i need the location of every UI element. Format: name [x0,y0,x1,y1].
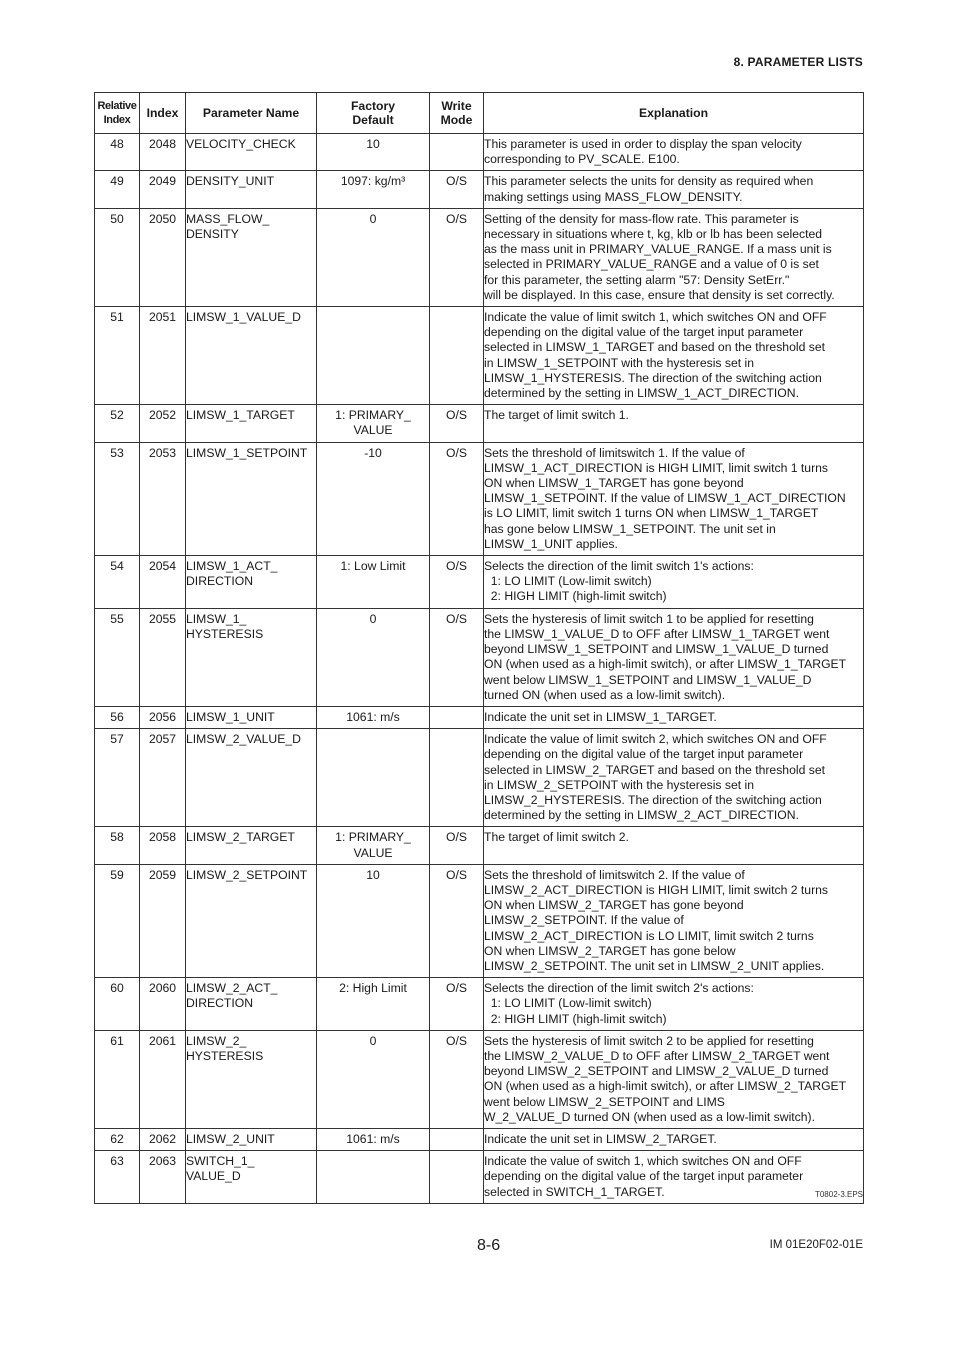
index-cell: 2060 [140,978,186,1031]
explanation-cell: Sets the hysteresis of limit switch 2 to be applied for resetting the LIMSW_2_VALUE_D to OFF after LIMSW_2_TARGET went beyond LIMSW_2_SETPOINT and LIMSW_2_VALUE_D turned ON (when used as a high-limit switch), or after LIMSW_2_TARGET went below LIMSW_2_SETPOINT and LIMS W_2_VALUE_D turned ON (when used as a low-limit switch). [484,1030,864,1128]
table-row [95,864,864,977]
relative-index-cell: 52 [95,405,140,442]
section-title: 8. PARAMETER LISTS [733,55,863,69]
parameter-name-cell: LIMSW_2_SETPOINT [186,864,317,977]
write-mode-cell: O/S [430,208,484,306]
factory-default-cell: 1: Low Limit [317,556,430,609]
col-relative-index [95,93,140,134]
explanation-cell: Sets the threshold of limitswitch 2. If the value of LIMSW_2_ACT_DIRECTION is HIGH LIMIT, limit switch 2 turns ON when LIMSW_2_TARGET has gone beyond LIMSW_2_SETPOINT. If the value of LIMSW_2_ACT_DIRECTION is LO LIMIT, limit switch 2 turns ON when LIMSW_2_TARGET has gone below LIMSW_2_SETPOINT. The unit set in LIMSW_2_UNIT applies. [484,864,864,977]
table-row [95,827,864,864]
col-write-mode-label: Write Mode [440,98,473,127]
relative-index-cell: 57 [95,729,140,827]
factory-default-cell: 0 [317,608,430,706]
table-row [95,978,864,1031]
relative-index-cell: 55 [95,608,140,706]
index-cell: 2059 [140,864,186,977]
col-explanation-label: Explanation [638,105,709,120]
factory-default-cell: -10 [317,442,430,555]
factory-default-cell: 0 [317,208,430,306]
write-mode-cell: O/S [430,827,484,864]
factory-default-cell [317,729,430,827]
relative-index-cell: 50 [95,208,140,306]
explanation-cell: Sets the hysteresis of limit switch 1 to be applied for resetting the LIMSW_1_VALUE_D to OFF after LIMSW_1_TARGET went beyond LIMSW_1_SETPOINT and LIMSW_1_VALUE_D turned ON (when used as a high-limit switch), or after LIMSW_1_TARGET went below LIMSW_1_SETPOINT and LIMSW_1_VALUE_D turned ON (when used as a low-limit switch). [484,608,864,706]
explanation-cell: This parameter selects the units for density as required when making settings using MASS_FLOW_DENSITY. [484,171,864,208]
index-cell: 2061 [140,1030,186,1128]
table-row [95,405,864,442]
write-mode-cell [430,134,484,171]
parameter-name-cell: MASS_FLOW_ DENSITY [186,208,317,306]
parameter-name-cell: LIMSW_2_TARGET [186,827,317,864]
parameter-name-cell: LIMSW_1_SETPOINT [186,442,317,555]
table-row [95,171,864,208]
parameter-name-cell: LIMSW_1_ACT_ DIRECTION [186,556,317,609]
factory-default-cell: 1: PRIMARY_ VALUE [317,405,430,442]
index-cell: 2055 [140,608,186,706]
factory-default-cell: 10 [317,134,430,171]
write-mode-cell [430,307,484,405]
write-mode-cell [430,729,484,827]
relative-index-cell: 49 [95,171,140,208]
index-cell: 2049 [140,171,186,208]
index-cell: 2057 [140,729,186,827]
write-mode-cell: O/S [430,556,484,609]
write-mode-cell [430,1151,484,1204]
factory-default-cell: 1097: kg/m³ [317,171,430,208]
col-explanation [484,93,864,134]
table-row [95,208,864,306]
write-mode-cell: O/S [430,171,484,208]
index-cell: 2056 [140,706,186,728]
explanation-cell: Setting of the density for mass-flow rate. This parameter is necessary in situations where t, kg, klb or lb has been selected as the mass unit in PRIMARY_VALUE_RANGE. If a mass unit is selected in PRIMARY_VALUE_RANGE and a value of 0 is set for this parameter, the setting alarm "57: Density SetErr." will be displayed. In this case, ensure that density is set correctly. [484,208,864,306]
table-row [95,442,864,555]
col-parameter-name-label: Parameter Name [202,105,300,120]
figure-reference: T0802-3.EPS [814,1190,863,1199]
table-row [95,556,864,609]
index-cell: 2058 [140,827,186,864]
factory-default-cell: 2: High Limit [317,978,430,1031]
document-id: IM 01E20F02-01E [769,1239,863,1251]
relative-index-cell: 48 [95,134,140,171]
explanation-cell: The target of limit switch 2. [484,827,864,864]
index-cell: 2050 [140,208,186,306]
parameter-name-cell: LIMSW_1_UNIT [186,706,317,728]
write-mode-cell: O/S [430,442,484,555]
index-cell: 2052 [140,405,186,442]
index-cell: 2063 [140,1151,186,1204]
explanation-cell: Indicate the unit set in LIMSW_1_TARGET. [484,706,864,728]
relative-index-cell: 51 [95,307,140,405]
write-mode-cell: O/S [430,978,484,1031]
index-cell: 2054 [140,556,186,609]
col-parameter-name [186,93,317,134]
write-mode-cell [430,1128,484,1150]
relative-index-cell: 53 [95,442,140,555]
index-cell: 2051 [140,307,186,405]
explanation-cell: Selects the direction of the limit switch 2's actions: 1: LO LIMIT (Low-limit switch) 2: HIGH LIMIT (high-limit switch) [484,978,864,1031]
explanation-cell: Indicate the value of limit switch 1, which switches ON and OFF depending on the digital value of the target input parameter selected in LIMSW_1_TARGET and based on the threshold set in LIMSW_1_SETPOINT with the hysteresis set in LIMSW_1_HYSTERESIS. The direction of the switching action determined by the setting in LIMSW_1_ACT_DIRECTION. [484,307,864,405]
table-row [95,706,864,728]
explanation-cell: Selects the direction of the limit switch 1's actions: 1: LO LIMIT (Low-limit switch) 2: HIGH LIMIT (high-limit switch) [484,556,864,609]
table-row [95,1128,864,1150]
index-cell: 2062 [140,1128,186,1150]
explanation-cell: Indicate the unit set in LIMSW_2_TARGET. [484,1128,864,1150]
col-relative-index-label: Relative Index [97,100,137,126]
table-row [95,1030,864,1128]
explanation-cell: The target of limit switch 1. [484,405,864,442]
relative-index-cell: 62 [95,1128,140,1150]
parameter-name-cell: LIMSW_2_ACT_ DIRECTION [186,978,317,1031]
explanation-cell: This parameter is used in order to display the span velocity corresponding to PV_SCALE. E100. [484,134,864,171]
factory-default-cell [317,1151,430,1204]
table-body [95,134,864,1204]
relative-index-cell: 61 [95,1030,140,1128]
parameter-table [94,92,864,1204]
col-index [140,93,186,134]
relative-index-cell: 56 [95,706,140,728]
col-factory-default-label: Factory Default [350,98,396,127]
table-row [95,134,864,171]
factory-default-cell [317,307,430,405]
table-row [95,1151,864,1204]
parameter-name-cell: LIMSW_2_ HYSTERESIS [186,1030,317,1128]
explanation-cell: Sets the threshold of limitswitch 1. If the value of LIMSW_1_ACT_DIRECTION is HIGH LIMIT, limit switch 1 turns ON when LIMSW_1_TARGET has gone beyond LIMSW_1_SETPOINT. If the value of LIMSW_1_ACT_DIRECTION is LO LIMIT, limit switch 1 turns ON when LIMSW_1_TARGET has gone below LIMSW_1_SETPOINT. The unit set in LIMSW_1_UNIT applies. [484,442,864,555]
col-factory-default [317,93,430,134]
write-mode-cell: O/S [430,608,484,706]
table-row [95,307,864,405]
factory-default-cell: 1061: m/s [317,706,430,728]
parameter-name-cell: LIMSW_2_UNIT [186,1128,317,1150]
relative-index-cell: 59 [95,864,140,977]
table-row [95,729,864,827]
factory-default-cell: 1061: m/s [317,1128,430,1150]
write-mode-cell: O/S [430,405,484,442]
col-write-mode [430,93,484,134]
parameter-name-cell: LIMSW_1_TARGET [186,405,317,442]
explanation-cell: Indicate the value of switch 1, which switches ON and OFF depending on the digital value of the target input parameter selected in SWITCH_1_TARGET. [484,1151,864,1204]
write-mode-cell: O/S [430,1030,484,1128]
parameter-name-cell: LIMSW_2_VALUE_D [186,729,317,827]
factory-default-cell: 10 [317,864,430,977]
write-mode-cell [430,706,484,728]
parameter-name-cell: LIMSW_1_VALUE_D [186,307,317,405]
explanation-cell: Indicate the value of limit switch 2, which switches ON and OFF depending on the digital value of the target input parameter selected in LIMSW_2_TARGET and based on the threshold set in LIMSW_2_SETPOINT with the hysteresis set in LIMSW_2_HYSTERESIS. The direction of the switching action determined by the setting in LIMSW_2_ACT_DIRECTION. [484,729,864,827]
index-cell: 2048 [140,134,186,171]
header-row [95,93,864,134]
index-cell: 2053 [140,442,186,555]
relative-index-cell: 63 [95,1151,140,1204]
parameter-name-cell: VELOCITY_CHECK [186,134,317,171]
factory-default-cell: 0 [317,1030,430,1128]
factory-default-cell: 1: PRIMARY_ VALUE [317,827,430,864]
parameter-name-cell: LIMSW_1_ HYSTERESIS [186,608,317,706]
write-mode-cell: O/S [430,864,484,977]
page-number: 8-6 [477,1237,501,1254]
parameter-name-cell: SWITCH_1_ VALUE_D [186,1151,317,1204]
col-index-label: Index [146,105,179,120]
table-row [95,608,864,706]
parameter-name-cell: DENSITY_UNIT [186,171,317,208]
relative-index-cell: 54 [95,556,140,609]
relative-index-cell: 60 [95,978,140,1031]
relative-index-cell: 58 [95,827,140,864]
table-header [95,93,864,134]
